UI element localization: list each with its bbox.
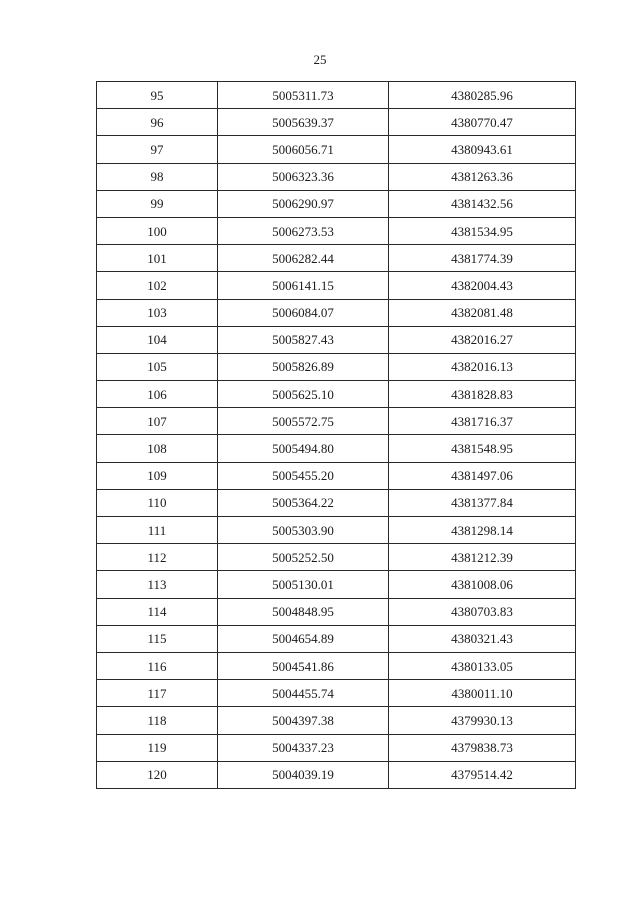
table-row	[97, 272, 576, 299]
table-row	[97, 408, 576, 435]
point-number-cell: 108	[97, 435, 218, 462]
y-coordinate-cell: 4380285.96	[389, 82, 576, 109]
point-number-cell: 107	[97, 408, 218, 435]
table-row	[97, 136, 576, 163]
point-number-cell: 115	[97, 625, 218, 652]
y-coordinate-cell: 4381828.83	[389, 381, 576, 408]
point-number-cell: 110	[97, 489, 218, 516]
point-number-cell: 112	[97, 544, 218, 571]
table-row	[97, 353, 576, 380]
table-row	[97, 652, 576, 679]
table-row	[97, 489, 576, 516]
point-number-cell: 119	[97, 734, 218, 761]
point-number-cell: 117	[97, 680, 218, 707]
x-coordinate-cell: 5004654.89	[218, 625, 389, 652]
table-row	[97, 217, 576, 244]
x-coordinate-cell: 5005572.75	[218, 408, 389, 435]
y-coordinate-cell: 4381774.39	[389, 245, 576, 272]
x-coordinate-cell: 5005303.90	[218, 517, 389, 544]
x-coordinate-cell: 5004848.95	[218, 598, 389, 625]
y-coordinate-cell: 4381716.37	[389, 408, 576, 435]
x-coordinate-cell: 5005827.43	[218, 326, 389, 353]
x-coordinate-cell: 5005625.10	[218, 381, 389, 408]
x-coordinate-cell: 5004039.19	[218, 761, 389, 788]
coordinate-table-body	[97, 82, 576, 789]
point-number-cell: 114	[97, 598, 218, 625]
x-coordinate-cell: 5006282.44	[218, 245, 389, 272]
y-coordinate-cell: 4380943.61	[389, 136, 576, 163]
y-coordinate-cell: 4381298.14	[389, 517, 576, 544]
x-coordinate-cell: 5005639.37	[218, 109, 389, 136]
point-number-cell: 99	[97, 190, 218, 217]
x-coordinate-cell: 5006141.15	[218, 272, 389, 299]
x-coordinate-cell: 5005130.01	[218, 571, 389, 598]
point-number-cell: 97	[97, 136, 218, 163]
point-number-cell: 101	[97, 245, 218, 272]
y-coordinate-cell: 4380703.83	[389, 598, 576, 625]
point-number-cell: 103	[97, 299, 218, 326]
x-coordinate-cell: 5005311.73	[218, 82, 389, 109]
table-row	[97, 326, 576, 353]
y-coordinate-cell: 4380321.43	[389, 625, 576, 652]
y-coordinate-cell: 4380770.47	[389, 109, 576, 136]
y-coordinate-cell: 4379514.42	[389, 761, 576, 788]
point-number-cell: 109	[97, 462, 218, 489]
x-coordinate-cell: 5005455.20	[218, 462, 389, 489]
table-row	[97, 435, 576, 462]
table-row	[97, 544, 576, 571]
table-row	[97, 190, 576, 217]
x-coordinate-cell: 5004541.86	[218, 652, 389, 679]
point-number-cell: 98	[97, 163, 218, 190]
y-coordinate-cell: 4381377.84	[389, 489, 576, 516]
table-row	[97, 734, 576, 761]
y-coordinate-cell: 4381008.06	[389, 571, 576, 598]
y-coordinate-cell: 4381263.36	[389, 163, 576, 190]
table-row	[97, 680, 576, 707]
table-row	[97, 109, 576, 136]
x-coordinate-cell: 5006290.97	[218, 190, 389, 217]
point-number-cell: 120	[97, 761, 218, 788]
y-coordinate-cell: 4380133.05	[389, 652, 576, 679]
point-number-cell: 102	[97, 272, 218, 299]
point-number-cell: 100	[97, 217, 218, 244]
y-coordinate-cell: 4382004.43	[389, 272, 576, 299]
x-coordinate-cell: 5006084.07	[218, 299, 389, 326]
y-coordinate-cell: 4381548.95	[389, 435, 576, 462]
y-coordinate-cell: 4381497.06	[389, 462, 576, 489]
x-coordinate-cell: 5004397.38	[218, 707, 389, 734]
x-coordinate-cell: 5004455.74	[218, 680, 389, 707]
x-coordinate-cell: 5005826.89	[218, 353, 389, 380]
table-row	[97, 163, 576, 190]
table-row	[97, 625, 576, 652]
x-coordinate-cell: 5006273.53	[218, 217, 389, 244]
coordinate-table	[96, 81, 576, 789]
table-row	[97, 299, 576, 326]
point-number-cell: 95	[97, 82, 218, 109]
y-coordinate-cell: 4381534.95	[389, 217, 576, 244]
table-row	[97, 598, 576, 625]
table-row	[97, 761, 576, 788]
point-number-cell: 96	[97, 109, 218, 136]
point-number-cell: 105	[97, 353, 218, 380]
table-row	[97, 517, 576, 544]
x-coordinate-cell: 5005252.50	[218, 544, 389, 571]
point-number-cell: 113	[97, 571, 218, 598]
table-row	[97, 245, 576, 272]
table-row	[97, 82, 576, 109]
x-coordinate-cell: 5006056.71	[218, 136, 389, 163]
point-number-cell: 104	[97, 326, 218, 353]
point-number-cell: 118	[97, 707, 218, 734]
y-coordinate-cell: 4381432.56	[389, 190, 576, 217]
table-row	[97, 462, 576, 489]
y-coordinate-cell: 4381212.39	[389, 544, 576, 571]
x-coordinate-cell: 5005364.22	[218, 489, 389, 516]
x-coordinate-cell: 5004337.23	[218, 734, 389, 761]
x-coordinate-cell: 5005494.80	[218, 435, 389, 462]
point-number-cell: 106	[97, 381, 218, 408]
point-number-cell: 111	[97, 517, 218, 544]
table-row	[97, 571, 576, 598]
table-row	[97, 381, 576, 408]
x-coordinate-cell: 5006323.36	[218, 163, 389, 190]
y-coordinate-cell: 4379930.13	[389, 707, 576, 734]
y-coordinate-cell: 4379838.73	[389, 734, 576, 761]
y-coordinate-cell: 4380011.10	[389, 680, 576, 707]
y-coordinate-cell: 4382081.48	[389, 299, 576, 326]
table-row	[97, 707, 576, 734]
y-coordinate-cell: 4382016.13	[389, 353, 576, 380]
point-number-cell: 116	[97, 652, 218, 679]
y-coordinate-cell: 4382016.27	[389, 326, 576, 353]
page-number: 25	[313, 52, 327, 67]
